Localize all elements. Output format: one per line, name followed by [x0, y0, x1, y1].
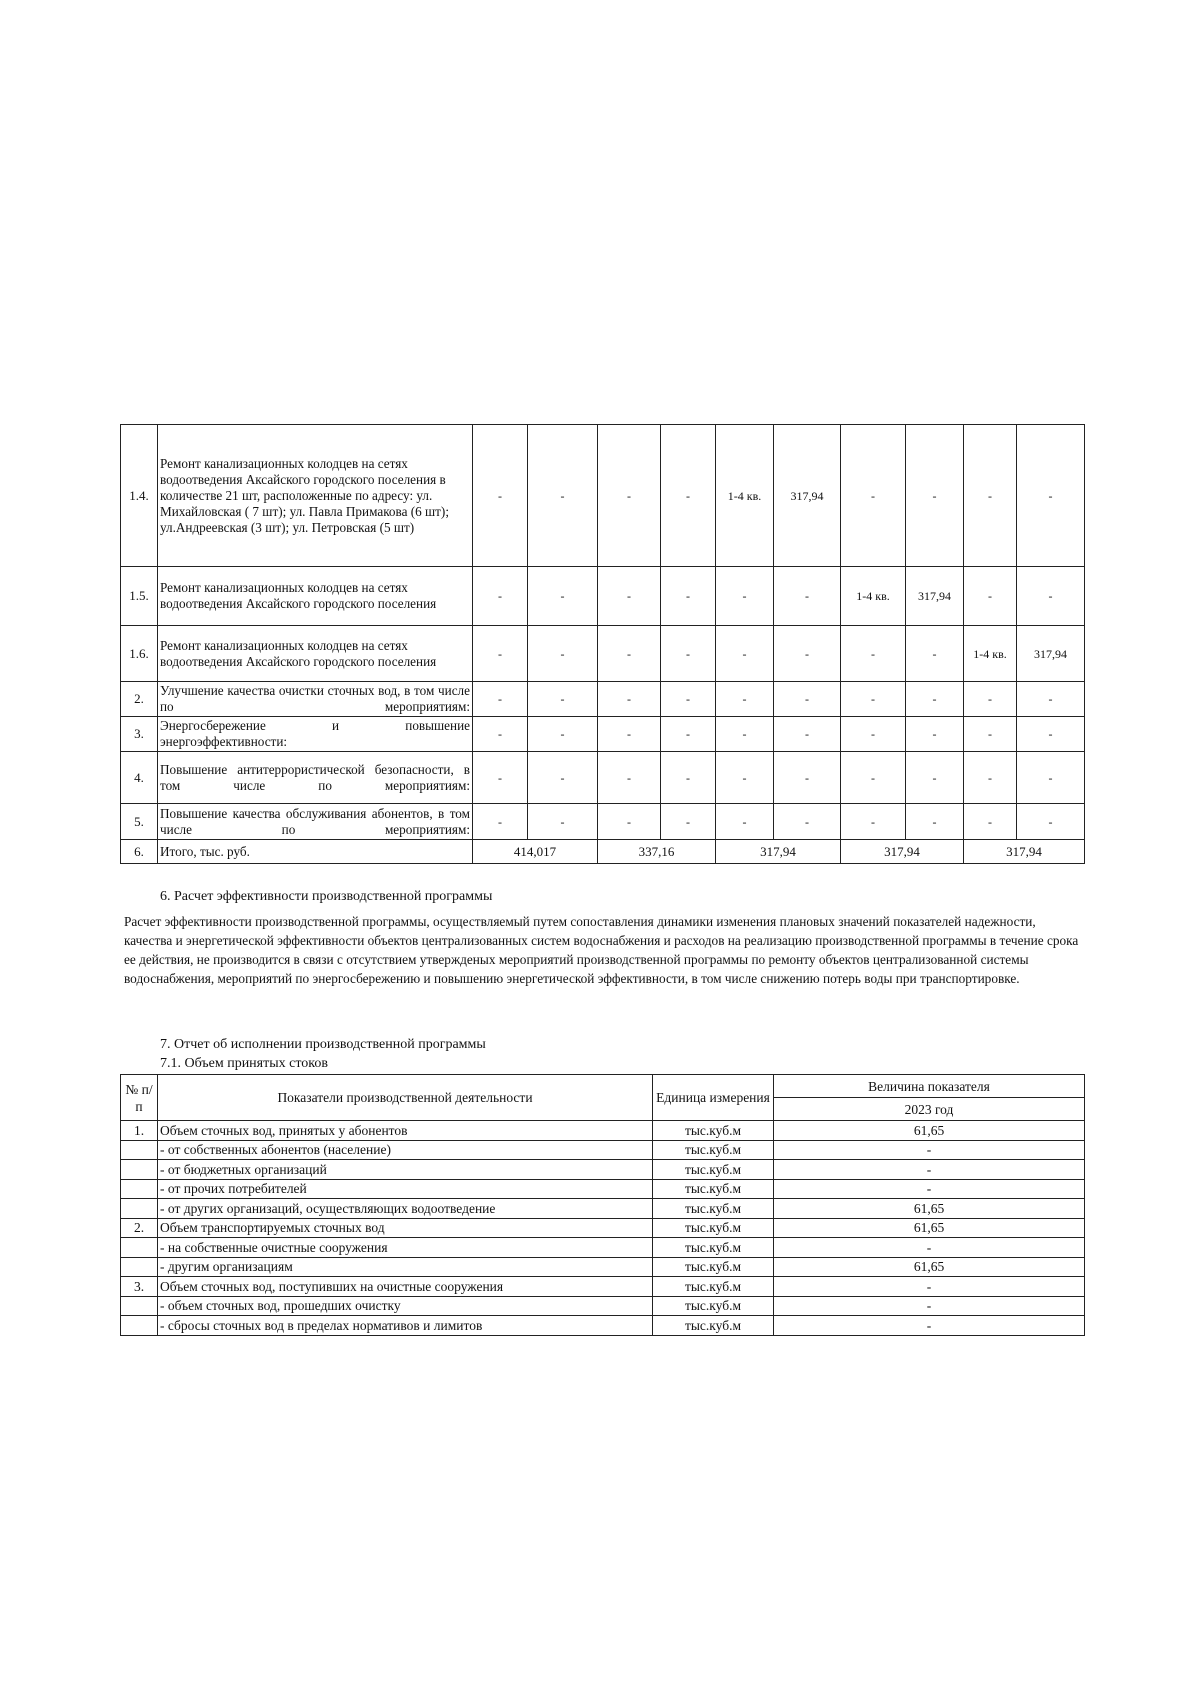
efficiency-heading: 6. Расчет эффективности производственной программы	[160, 889, 493, 904]
row-number	[121, 1199, 158, 1219]
total-value: 317,94	[841, 840, 964, 864]
row-cell: -	[661, 682, 716, 717]
row-cell: -	[528, 626, 598, 682]
row-unit: тыс.куб.м	[653, 1160, 774, 1180]
row-value: -	[774, 1296, 1085, 1316]
table-row	[121, 752, 1085, 804]
row-cell: -	[661, 717, 716, 752]
row-cell: -	[906, 752, 964, 804]
row-number: 3.	[121, 717, 158, 752]
row-cell: -	[1017, 567, 1085, 626]
table-row	[121, 1296, 1085, 1316]
row-cell: -	[774, 804, 841, 840]
row-number	[121, 1179, 158, 1199]
row-unit: тыс.куб.м	[653, 1316, 774, 1336]
row-name: Ремонт канализационных колодцев на сетях водоотведения Аксайского городского поселения	[158, 567, 473, 626]
row-value: -	[774, 1179, 1085, 1199]
row-cell: -	[598, 626, 661, 682]
row-cell: -	[661, 626, 716, 682]
row-name: Повышение качества обслуживания абонентов, в том числе по мероприятиям:	[158, 804, 473, 840]
row-cell: -	[841, 682, 906, 717]
row-cell: -	[964, 804, 1017, 840]
report-subheading: 7.1. Объем принятых стоков	[160, 1056, 328, 1071]
row-value: -	[774, 1238, 1085, 1258]
row-cell: -	[716, 717, 774, 752]
header-value: Величина показателя	[774, 1075, 1085, 1098]
row-number: 4.	[121, 752, 158, 804]
total-row	[121, 840, 1085, 864]
row-value: -	[774, 1277, 1085, 1297]
row-indicator: Объем транспортируемых сточных вод	[158, 1218, 653, 1238]
row-number	[121, 1140, 158, 1160]
row-cell: -	[716, 752, 774, 804]
table-row	[121, 567, 1085, 626]
row-cell: -	[528, 682, 598, 717]
row-cell: 1-4 кв.	[841, 567, 906, 626]
row-unit: тыс.куб.м	[653, 1277, 774, 1297]
row-cell: -	[661, 804, 716, 840]
row-unit: тыс.куб.м	[653, 1121, 774, 1141]
row-cell: -	[1017, 425, 1085, 567]
table-row	[121, 1160, 1085, 1180]
row-unit: тыс.куб.м	[653, 1238, 774, 1258]
row-cell: -	[774, 682, 841, 717]
row-indicator: - от прочих потребителей	[158, 1179, 653, 1199]
row-number: 2.	[121, 682, 158, 717]
row-cell: 317,94	[1017, 626, 1085, 682]
row-indicator: - от собственных абонентов (население)	[158, 1140, 653, 1160]
row-name: Энергосбережение и повышение энергоэффективности:	[158, 717, 473, 752]
total-value: 337,16	[598, 840, 716, 864]
row-number	[121, 1238, 158, 1258]
table-row	[121, 1257, 1085, 1277]
row-cell: -	[774, 626, 841, 682]
row-number: 2.	[121, 1218, 158, 1238]
table-row	[121, 717, 1085, 752]
row-unit: тыс.куб.м	[653, 1218, 774, 1238]
table-row	[121, 1140, 1085, 1160]
row-indicator: - от других организаций, осуществляющих водоотведение	[158, 1199, 653, 1219]
row-cell: -	[528, 752, 598, 804]
total-number: 6.	[121, 840, 158, 864]
row-value: -	[774, 1316, 1085, 1336]
program-table	[120, 424, 1085, 864]
table-row	[121, 1199, 1085, 1219]
row-cell: -	[473, 752, 528, 804]
row-cell: -	[661, 425, 716, 567]
row-indicator: - на собственные очистные сооружения	[158, 1238, 653, 1258]
total-label: Итого, тыс. руб.	[158, 840, 473, 864]
report-heading: 7. Отчет об исполнении производственной программы	[160, 1037, 486, 1052]
stock-table	[120, 1074, 1085, 1336]
header-indicator: Показатели производственной деятельности	[158, 1075, 653, 1121]
table-row	[121, 804, 1085, 840]
row-number	[121, 1160, 158, 1180]
row-cell: -	[964, 567, 1017, 626]
row-cell: -	[528, 425, 598, 567]
row-cell: -	[716, 626, 774, 682]
row-cell: -	[841, 752, 906, 804]
row-cell: -	[774, 752, 841, 804]
row-cell: -	[598, 682, 661, 717]
row-cell: -	[906, 804, 964, 840]
row-unit: тыс.куб.м	[653, 1140, 774, 1160]
row-indicator: - другим организациям	[158, 1257, 653, 1277]
row-cell: -	[661, 752, 716, 804]
row-cell: -	[906, 626, 964, 682]
row-number	[121, 1316, 158, 1336]
header-num: № п/п	[121, 1075, 158, 1121]
table-row	[121, 1238, 1085, 1258]
total-value: 414,017	[473, 840, 598, 864]
row-cell: -	[1017, 717, 1085, 752]
row-cell: -	[528, 717, 598, 752]
row-name: Улучшение качества очистки сточных вод, в том числе по мероприятиям:	[158, 682, 473, 717]
row-value: -	[774, 1160, 1085, 1180]
row-cell: -	[473, 682, 528, 717]
row-value: -	[774, 1140, 1085, 1160]
row-indicator: Объем сточных вод, принятых у абонентов	[158, 1121, 653, 1141]
table-row	[121, 626, 1085, 682]
row-cell: -	[841, 717, 906, 752]
row-value: 61,65	[774, 1199, 1085, 1219]
row-number	[121, 1257, 158, 1277]
row-cell: -	[906, 717, 964, 752]
table-row	[121, 1277, 1085, 1297]
row-cell: -	[598, 752, 661, 804]
row-number: 1.4.	[121, 425, 158, 567]
row-number: 3.	[121, 1277, 158, 1297]
row-cell: -	[1017, 752, 1085, 804]
row-indicator: Объем сточных вод, поступивших на очистные сооружения	[158, 1277, 653, 1297]
row-cell: -	[528, 804, 598, 840]
row-name: Повышение антитеррористической безопасности, в том числе по мероприятиям:	[158, 752, 473, 804]
row-number: 5.	[121, 804, 158, 840]
row-number: 1.5.	[121, 567, 158, 626]
total-value: 317,94	[964, 840, 1085, 864]
row-cell: 1-4 кв.	[964, 626, 1017, 682]
row-cell: -	[716, 682, 774, 717]
row-cell: -	[1017, 804, 1085, 840]
row-number: 1.6.	[121, 626, 158, 682]
row-cell: -	[716, 567, 774, 626]
row-value: 61,65	[774, 1218, 1085, 1238]
row-cell: -	[598, 717, 661, 752]
row-unit: тыс.куб.м	[653, 1199, 774, 1219]
row-cell: -	[598, 804, 661, 840]
row-cell: -	[473, 626, 528, 682]
row-cell: -	[906, 682, 964, 717]
row-cell: -	[964, 717, 1017, 752]
row-unit: тыс.куб.м	[653, 1179, 774, 1199]
row-cell: -	[473, 567, 528, 626]
header-year: 2023 год	[774, 1098, 1085, 1121]
table-row	[121, 1121, 1085, 1141]
row-cell: 317,94	[774, 425, 841, 567]
row-unit: тыс.куб.м	[653, 1257, 774, 1277]
efficiency-text: Расчет эффективности производственной программы, осуществляемый путем сопоставления динамики изменения плановых значений показателей надежности, качества и энергетической эффективности объектов централизованных систем водоснабжения и расходов на реализацию производственной программы в течение срока ее действия, не производится в связи с отсутствием утвержденых мероприятий производственной программы по ремонту объектов централизованной системы водоснабжения, мероприятий по энергосбережению и повышению энергетической эффективности, в том числе снижению потерь воды при транспортировке.	[124, 914, 1079, 986]
row-value: 61,65	[774, 1121, 1085, 1141]
row-cell: -	[774, 567, 841, 626]
row-cell: -	[964, 752, 1017, 804]
total-value: 317,94	[716, 840, 841, 864]
row-cell: 317,94	[906, 567, 964, 626]
row-cell: -	[473, 804, 528, 840]
row-cell: -	[774, 717, 841, 752]
table-row	[121, 1218, 1085, 1238]
row-indicator: - от бюджетных организаций	[158, 1160, 653, 1180]
row-cell: -	[1017, 682, 1085, 717]
row-number: 1.	[121, 1121, 158, 1141]
row-cell: -	[528, 567, 598, 626]
table-row	[121, 1179, 1085, 1199]
table-row	[121, 1316, 1085, 1336]
row-indicator: - объем сточных вод, прошедших очистку	[158, 1296, 653, 1316]
row-unit: тыс.куб.м	[653, 1296, 774, 1316]
row-cell: -	[598, 567, 661, 626]
row-name: Ремонт канализационных колодцев на сетях водоотведения Аксайского городского поселения в количестве 21 шт, расположенные по адресу: ул. Михайловская ( 7 шт); ул. Павла Примакова (6 шт); ул.Андреевская (3 шт); ул. Петровская (5 шт)	[158, 425, 473, 567]
row-cell: -	[473, 425, 528, 567]
row-cell: -	[906, 425, 964, 567]
table-row	[121, 425, 1085, 567]
row-cell: -	[716, 804, 774, 840]
row-cell: -	[598, 425, 661, 567]
header-unit: Единица измерения	[653, 1075, 774, 1121]
row-cell: -	[964, 682, 1017, 717]
row-number	[121, 1296, 158, 1316]
row-indicator: - сбросы сточных вод в пределах нормативов и лимитов	[158, 1316, 653, 1336]
row-cell: -	[473, 717, 528, 752]
row-cell: -	[841, 425, 906, 567]
row-name: Ремонт канализационных колодцев на сетях водоотведения Аксайского городского поселения	[158, 626, 473, 682]
row-cell: -	[964, 425, 1017, 567]
row-cell: -	[661, 567, 716, 626]
row-cell: -	[841, 804, 906, 840]
table-row	[121, 682, 1085, 717]
row-cell: 1-4 кв.	[716, 425, 774, 567]
row-value: 61,65	[774, 1257, 1085, 1277]
row-cell: -	[841, 626, 906, 682]
